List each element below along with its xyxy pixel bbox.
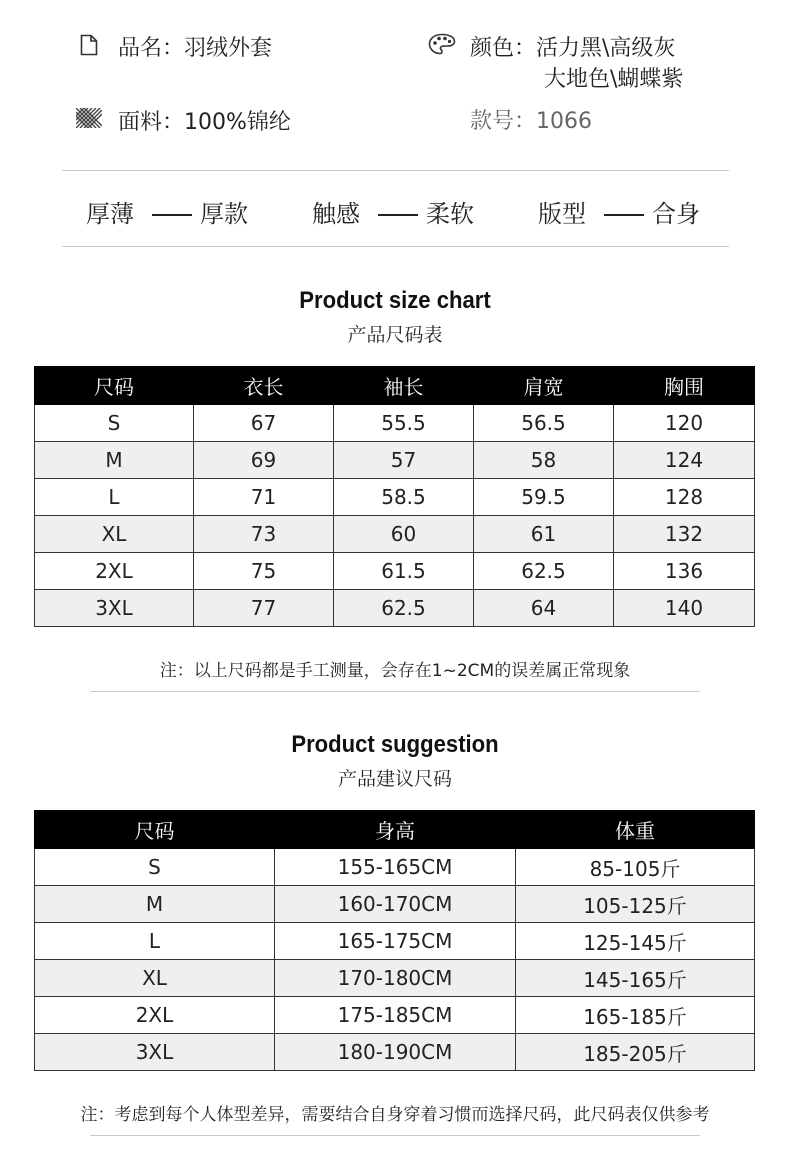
column-header-height: 身高 <box>275 811 516 849</box>
suggestion-title-en: Product suggestion <box>291 731 499 758</box>
table-cell: 60 <box>334 516 474 553</box>
suggestion-title-cn: 产品建议尺码 <box>337 768 452 790</box>
attribute-dash <box>378 214 418 216</box>
table-cell: 62.5 <box>474 553 614 590</box>
suggestion-note: 注：考虑到每个人体型差异，需要结合自身穿着习惯而选择尺码，此尺码表仅供参考 <box>80 1105 710 1125</box>
table-cell: 3XL <box>35 1034 275 1071</box>
table-cell: 120 <box>614 405 755 442</box>
table-row <box>35 886 755 923</box>
table-cell: 160-170CM <box>275 886 516 923</box>
divider <box>62 170 729 171</box>
table-cell: 124 <box>614 442 755 479</box>
table-cell: 85-105斤 <box>516 849 755 886</box>
product-color <box>470 31 675 62</box>
table-row <box>35 405 755 442</box>
style-number <box>470 104 592 135</box>
table-cell: XL <box>35 960 275 997</box>
table-cell: 71 <box>194 479 334 516</box>
attribute-fit <box>538 194 700 229</box>
table-cell: S <box>35 849 275 886</box>
table-cell: 61.5 <box>334 553 474 590</box>
product-name-label: 品名： <box>118 36 185 61</box>
product-fabric-label: 面料： <box>118 110 185 135</box>
table-cell: 185-205斤 <box>516 1034 755 1071</box>
table-cell: 57 <box>334 442 474 479</box>
table-cell: 165-185斤 <box>516 997 755 1034</box>
product-fabric <box>118 105 291 136</box>
table-row <box>35 1034 755 1071</box>
size-chart-title-cn: 产品尺码表 <box>347 324 443 346</box>
product-color-line2: 大地色\蝴蝶紫 <box>544 67 684 92</box>
column-header-sleeve: 袖长 <box>334 367 474 405</box>
table-cell: 155-165CM <box>275 849 516 886</box>
attribute-thickness <box>86 194 248 229</box>
table-row <box>35 849 755 886</box>
table-row <box>35 516 755 553</box>
table-row <box>35 442 755 479</box>
table-cell: 2XL <box>35 553 194 590</box>
table-cell: M <box>35 442 194 479</box>
divider <box>62 246 729 247</box>
table-cell: 136 <box>614 553 755 590</box>
product-fabric-value: 100%锦纶 <box>184 110 291 135</box>
table-cell: 105-125斤 <box>516 886 755 923</box>
table-cell: 77 <box>194 590 334 627</box>
attribute-touch <box>312 194 474 229</box>
product-color-label: 颜色： <box>470 36 537 61</box>
suggestion-table <box>34 810 755 1071</box>
attribute-value: 厚款 <box>200 200 248 228</box>
table-row <box>35 479 755 516</box>
table-row <box>35 960 755 997</box>
attribute-label: 触感 <box>312 200 360 228</box>
table-cell: 145-165斤 <box>516 960 755 997</box>
table-cell: 61 <box>474 516 614 553</box>
size-chart-title-en: Product size chart <box>299 287 491 314</box>
column-header-length: 衣长 <box>194 367 334 405</box>
style-number-value: 1066 <box>536 109 593 134</box>
divider <box>90 1135 700 1136</box>
attribute-label: 厚薄 <box>86 200 134 228</box>
table-cell: 180-190CM <box>275 1034 516 1071</box>
table-cell: 67 <box>194 405 334 442</box>
table-row <box>35 590 755 627</box>
table-cell: 3XL <box>35 590 194 627</box>
table-cell: 140 <box>614 590 755 627</box>
column-header-chest: 胸围 <box>614 367 755 405</box>
table-cell: 128 <box>614 479 755 516</box>
attribute-value: 合身 <box>652 200 700 228</box>
table-cell: 55.5 <box>334 405 474 442</box>
table-row <box>35 997 755 1034</box>
table-cell: 73 <box>194 516 334 553</box>
product-name <box>118 31 272 62</box>
table-cell: 64 <box>474 590 614 627</box>
column-header-shoulder: 肩宽 <box>474 367 614 405</box>
table-cell: S <box>35 405 194 442</box>
table-cell: 170-180CM <box>275 960 516 997</box>
size-chart-table <box>34 366 755 627</box>
table-cell: L <box>35 923 275 960</box>
product-color-line1: 活力黑\高级灰 <box>536 36 676 61</box>
column-header-size: 尺码 <box>35 367 194 405</box>
product-name-value: 羽绒外套 <box>184 36 273 61</box>
table-cell: 75 <box>194 553 334 590</box>
table-cell: 69 <box>194 442 334 479</box>
attribute-label: 版型 <box>538 200 586 228</box>
document-icon <box>80 34 98 56</box>
attribute-dash <box>152 214 192 216</box>
table-cell: 59.5 <box>474 479 614 516</box>
size-chart-note: 注：以上尺码都是手工测量，会存在1~2CM的误差属正常现象 <box>159 661 631 681</box>
table-cell: 165-175CM <box>275 923 516 960</box>
table-cell: 56.5 <box>474 405 614 442</box>
table-cell: 62.5 <box>334 590 474 627</box>
table-cell: 175-185CM <box>275 997 516 1034</box>
column-header-size: 尺码 <box>35 811 275 849</box>
palette-icon <box>428 33 456 55</box>
fabric-texture-icon <box>76 108 102 128</box>
table-cell: M <box>35 886 275 923</box>
divider <box>90 691 700 692</box>
table-header-row <box>35 811 755 849</box>
attribute-dash <box>604 214 644 216</box>
table-cell: 125-145斤 <box>516 923 755 960</box>
table-cell: XL <box>35 516 194 553</box>
table-cell: 58 <box>474 442 614 479</box>
style-number-label: 款号： <box>470 109 537 134</box>
table-row <box>35 553 755 590</box>
attribute-value: 柔软 <box>426 200 474 228</box>
table-row <box>35 923 755 960</box>
table-header-row <box>35 367 755 405</box>
column-header-weight: 体重 <box>516 811 755 849</box>
table-cell: 132 <box>614 516 755 553</box>
table-cell: 58.5 <box>334 479 474 516</box>
table-cell: 2XL <box>35 997 275 1034</box>
table-cell: L <box>35 479 194 516</box>
